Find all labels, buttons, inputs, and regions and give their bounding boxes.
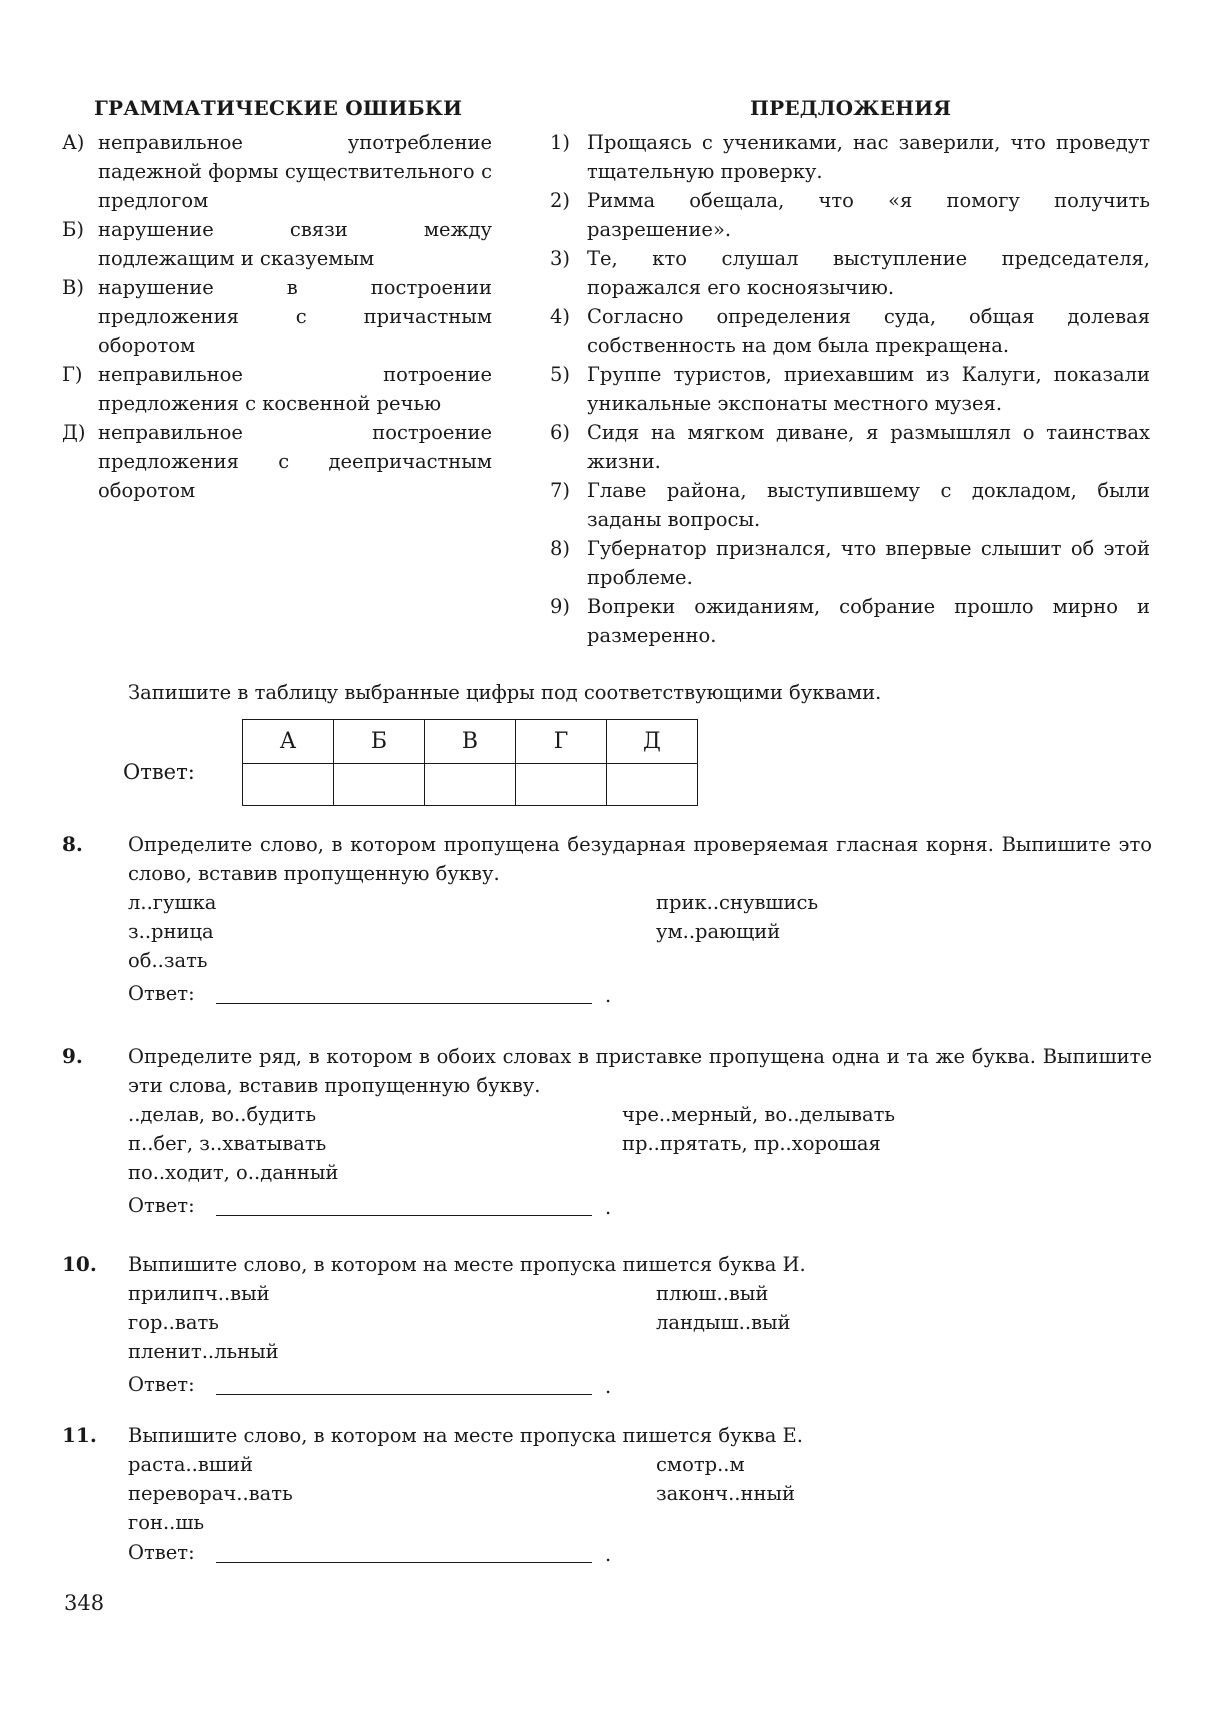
task-number: 8. [62,832,83,856]
answer-table-header: А [243,720,334,764]
error-text: неправильное потроение предложения с косвенной речью [98,363,492,415]
word-option: ум..рающий [656,920,781,943]
sentence-label: 8) [550,537,571,560]
task-number: 10. [62,1252,97,1276]
error-label: А) [62,131,85,154]
answer-label: Ответ: [128,982,195,1005]
error-text: нарушение в построении предложения с причастным оборотом [98,276,492,357]
word-options [128,1100,1152,1187]
error-text: неправильное построение предложения с деепричастным оборотом [98,421,492,502]
answer-table-header: Г [516,720,607,764]
word-option: смотр..м [656,1453,745,1476]
sentences-heading: ПРЕДЛОЖЕНИЯ [750,96,952,120]
sentence-item [550,418,1150,476]
answer-table-label: Ответ: [123,760,195,784]
task-10 [62,1250,1152,1402]
word-options [128,888,1152,975]
task-prompt: Выпишите слово, в котором на месте пропуска пишется буква И. [128,1253,806,1276]
sentence-text: Главе района, выступившему с докладом, были заданы вопросы. [587,479,1150,531]
task-prompt: Определите ряд, в котором в обоих словах в приставке пропущена одна и та же буква. Выпишите эти слова, вставив пропущенную букву. [128,1045,1152,1097]
answer-period: . [605,1196,612,1219]
answer-cell[interactable] [516,764,607,806]
answer-cell[interactable] [243,764,334,806]
task-prompt: Определите слово, в котором пропущена безударная проверяемая гласная корня. Выпишите это слово, вставив пропущенную букву. [128,833,1152,885]
sentence-label: 6) [550,421,571,444]
word-option: л..гушка [128,891,217,914]
table-instruction: Запишите в таблицу выбранные цифры под соответствующими буквами. [128,681,882,704]
answer-table-header: Д [607,720,698,764]
error-label: Г) [62,363,83,386]
sentence-item [550,476,1150,534]
word-option: переворач..вать [128,1482,293,1505]
sentence-item [550,244,1150,302]
answer-input-line[interactable] [216,1562,592,1563]
word-option: плюш..вый [656,1282,769,1305]
task-8 [62,830,1152,1011]
sentence-text: Прощаясь с учениками, нас заверили, что проведут тщательную проверку. [587,131,1150,183]
sentence-text: Согласно определения суда, общая долевая собственность на дом была прекращена. [587,305,1150,357]
sentence-label: 2) [550,189,571,212]
answer-row [128,1191,1152,1223]
error-item [62,215,492,273]
sentence-text: Сидя на мягком диване, я размышлял о таинствах жизни. [587,421,1150,473]
sentence-item [550,360,1150,418]
task-number: 11. [62,1423,97,1447]
word-option: п..бег, з..хватывать [128,1132,327,1155]
sentence-item [550,592,1150,650]
task-number: 9. [62,1044,83,1068]
sentence-text: Губернатор признался, что впервые слышит об этой проблеме. [587,537,1150,589]
answer-row [128,1538,1152,1570]
sentence-label: 5) [550,363,571,386]
sentence-item [550,128,1150,186]
answer-label: Ответ: [128,1541,195,1564]
answer-row [128,1370,1152,1402]
sentence-item [550,186,1150,244]
word-option: по..ходит, о..данный [128,1161,339,1184]
word-option: ландыш..вый [656,1311,791,1334]
grammar-errors-heading: ГРАММАТИЧЕСКИЕ ОШИБКИ [94,96,463,120]
error-text: нарушение связи между подлежащим и сказуемым [98,218,492,270]
page-number: 348 [64,1591,105,1615]
error-text: неправильное употребление падежной формы существительного с предлогом [98,131,492,212]
word-option: гон..шь [128,1511,205,1534]
sentence-text: Те, кто слушал выступление председателя, поражался его косноязычию. [587,247,1150,299]
error-label: В) [62,276,84,299]
answer-row [128,979,1152,1011]
answer-table-header: В [425,720,516,764]
sentence-label: 1) [550,131,571,154]
sentence-label: 7) [550,479,571,502]
word-option: об..зать [128,949,208,972]
sentence-label: 4) [550,305,571,328]
word-option: прик..снувшись [656,891,819,914]
answer-label: Ответ: [128,1194,195,1217]
word-options [128,1450,1152,1534]
error-item [62,418,492,505]
answer-input-line[interactable] [216,1215,592,1216]
answer-period: . [605,1375,612,1398]
word-option: законч..нный [656,1482,795,1505]
task-9 [62,1042,1152,1223]
answer-input-line[interactable] [216,1394,592,1395]
answer-table [242,719,698,806]
word-option: гор..вать [128,1311,219,1334]
word-option: з..рница [128,920,214,943]
task-11 [62,1421,1152,1570]
grammar-errors-column [62,92,492,505]
word-option: пр..прятать, пр..хорошая [622,1132,881,1155]
task-prompt: Выпишите слово, в котором на месте пропуска пишется буква Е. [128,1424,803,1447]
sentence-text: Римма обещала, что «я помогу получить разрешение». [587,189,1150,241]
word-option: пленит..льный [128,1340,279,1363]
sentence-item [550,534,1150,592]
word-options [128,1279,1152,1366]
sentence-label: 3) [550,247,571,270]
sentences-column [550,92,1150,650]
answer-period: . [605,984,612,1007]
sentence-item [550,302,1150,360]
answer-label: Ответ: [128,1373,195,1396]
word-option: чре..мерный, во..делывать [622,1103,895,1126]
error-item [62,360,492,418]
word-option: ..делав, во..будить [128,1103,317,1126]
answer-period: . [605,1543,612,1566]
error-label: Д) [62,421,86,444]
error-item [62,128,492,215]
sentence-label: 9) [550,595,571,618]
sentence-text: Вопреки ожиданиям, собрание прошло мирно и размеренно. [587,595,1150,647]
word-option: прилипч..вый [128,1282,270,1305]
answer-input-line[interactable] [216,1003,592,1004]
word-option: раста..вший [128,1453,253,1476]
answer-cell[interactable] [334,764,425,806]
error-label: Б) [62,218,84,241]
answer-table-header: Б [334,720,425,764]
sentence-text: Группе туристов, приехавшим из Калуги, показали уникальные экспонаты местного музея. [587,363,1150,415]
error-item [62,273,492,360]
answer-cell[interactable] [425,764,516,806]
answer-cell[interactable] [607,764,698,806]
